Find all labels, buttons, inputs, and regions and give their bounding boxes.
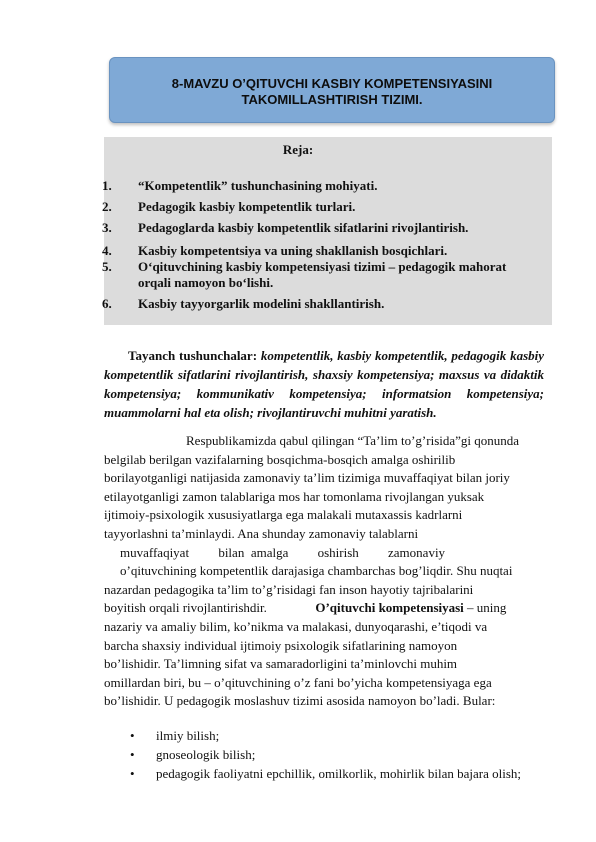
body-line: tayyorlashni ta’minlaydi. Ana shunday zamonaviy talablarni: [104, 525, 419, 541]
body-line: bo’lishidir. Ta’limning sifat va samaradorligini ta’minlovchi muhim: [104, 656, 458, 672]
teacher-competence-term: O’qituvchi kompetensiyasi: [315, 600, 464, 616]
plan-list: [102, 178, 542, 312]
body-line: bo’lishidir. U pedagogik moslashuv tizimi asosida namoyon bo’ladi. Bular:: [104, 693, 496, 709]
plan-item: [102, 199, 542, 215]
bullet-icon: •: [130, 766, 135, 781]
body-line: barcha shaxsiy individual ijtimoiy psixologik sifatlarining namoyon: [104, 637, 458, 653]
bullet-item: [130, 745, 521, 764]
bullet-item: [130, 764, 521, 783]
body-line: nazariy va amaliy bilim, ko’nikma va malakasi, dunyoqarashi, e’tiqodi va: [104, 618, 488, 634]
plan-item-number: 4.: [102, 243, 112, 258]
body-line: borilayotganligi natijasida zamonaviy ta’lim tizimiga muvaffaqiyat bilan joriy: [104, 470, 510, 486]
bullet-text: ilmiy bilish;: [156, 728, 220, 743]
key-concepts-label: Tayanch tushunchalar:: [128, 348, 258, 363]
topic-title-line2: TAKOMILLASHTIRISH TIZIMI.: [241, 92, 423, 107]
body-line: etilayotganligi zamon talablariga mos har tomonlama rivojlangan yuksak: [104, 488, 485, 504]
topic-title-box: [109, 57, 555, 123]
plan-item-text: Kasbiy kompetentsiya va uning shakllanish bosqichlari.: [138, 243, 448, 258]
body-line: ijtimoiy-psixologik xususiyatlarga ega malakali mutaxassis kadrlarni: [104, 507, 463, 523]
body-line: Respublikamizda qabul qilingan “Ta’lim to’g’risida”gi qonunda: [186, 433, 520, 448]
bullet-item: [130, 726, 521, 745]
plan-item: [102, 259, 542, 291]
key-concepts-text: kompetentlik, kasbiy kompetentlik, pedagogik kasbiy kompetentlik sifatlarini rivojlantirish, shaxsiy kompetensiya; maxsus va didaktik kompetensiya; kommunikativ kompetensiya; informatsion kompetensiya; muammolarni hal eta olish; rivojlantiruvchi muhitni yaratish.: [104, 348, 545, 420]
plan-item: [102, 178, 542, 194]
plan-item-text: Pedagogik kasbiy kompetentlik turlari.: [138, 199, 356, 214]
body-line: muvaffaqiyat bilan amalga oshirish zamonaviy: [120, 544, 446, 560]
body-line-text: boyitish orqali rivojlantirishdir.: [104, 600, 267, 616]
plan-item-number: 6.: [102, 296, 112, 311]
plan-item: [102, 296, 542, 312]
plan-item-text: Kasbiy tayyorgarlik modelini shakllantirish.: [138, 296, 385, 311]
bullet-text: pedagogik faoliyatni epchillik, omilkorlik, mohirlik bilan bajara olish;: [156, 766, 522, 781]
bullet-list: [130, 726, 521, 783]
plan-item-number: 1.: [102, 178, 112, 193]
plan-item-text: Pedagoglarda kasbiy kompetentlik sifatlarini rivojlantirish.: [138, 220, 469, 235]
plan-item-number: 2.: [102, 199, 112, 214]
topic-title: [110, 76, 554, 108]
plan-title: Reja:: [282, 142, 314, 157]
plan-item-number: 5.: [102, 259, 112, 274]
topic-title-line1: 8-MAVZU O’QITUVCHI KASBIY KOMPETENSIYASINI: [171, 76, 493, 91]
plan-item-text: “Kompetentlik” tushunchasining mohiyati.: [138, 178, 378, 193]
key-concepts: [104, 346, 544, 422]
body-paragraph: [104, 432, 548, 711]
plan-item: [102, 243, 542, 259]
body-line: belgilab berilgan vazifalarning bosqichma-bosqich amalga oshirilib: [104, 451, 456, 467]
bullet-icon: •: [130, 747, 135, 762]
plan-item: [102, 220, 542, 236]
body-line-text: – uning: [467, 600, 507, 616]
body-line: [104, 599, 548, 618]
body-line: o’qituvchining kompetentlik darajasiga chambarchas bog’liqdir. Shu nuqtai: [120, 563, 513, 579]
plan-item-text: O‘qituvchining kasbiy kompetensiyasi tizimi – pedagogik mahorat orqali namoyon bo‘lishi.: [138, 259, 507, 290]
body-line: nazardan pedagogika ta’lim to’g’risidagi fan inson hayotiy tajribalarini: [104, 581, 474, 597]
body-line: omillardan biri, bu – o’qituvchining o’z fani bo’yicha kompetensiyaga ega: [104, 674, 492, 690]
bullet-text: gnoseologik bilish;: [156, 747, 256, 762]
bullet-icon: •: [130, 728, 135, 743]
plan-item-number: 3.: [102, 220, 112, 235]
